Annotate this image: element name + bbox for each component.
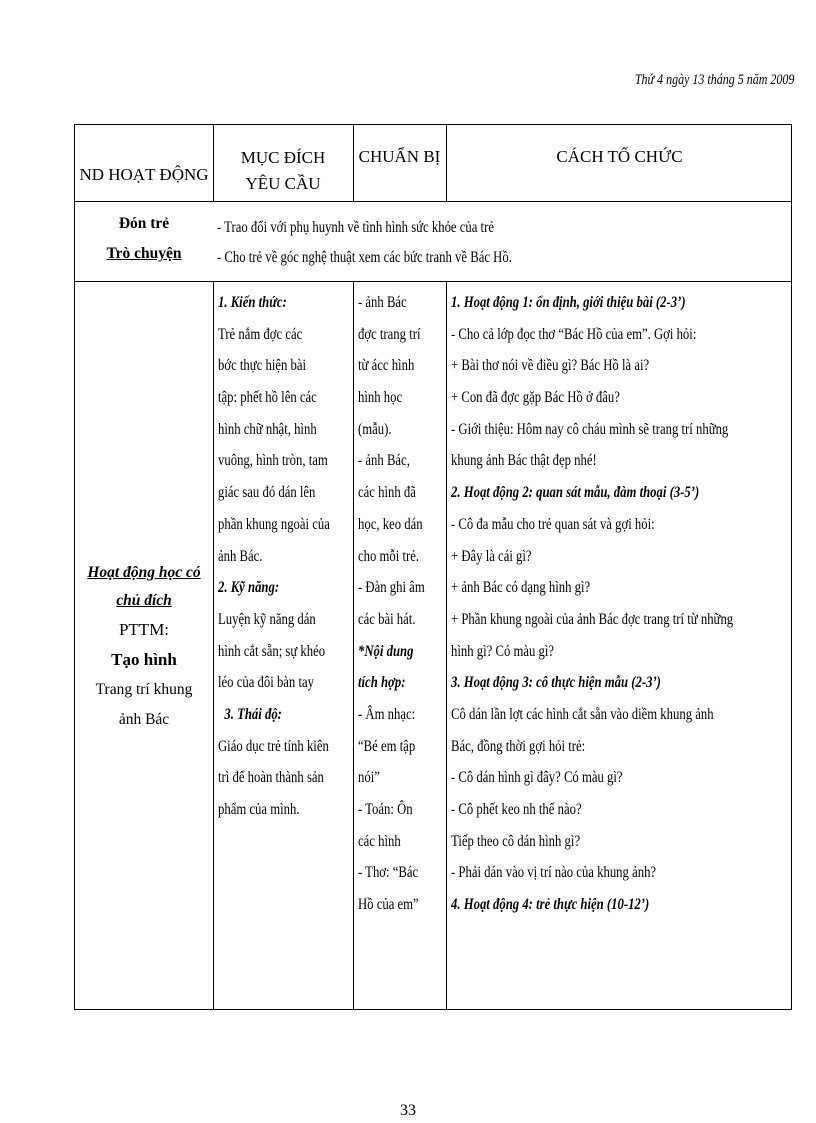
header-purpose (213, 145, 353, 201)
organization-line: + Đây là cái gì? (451, 547, 532, 565)
organization-line: + ảnh Bác có dạng hình gì? (451, 579, 591, 597)
preparation-line: các hình đã (358, 484, 416, 502)
header-organization-label: CÁCH TỔ CHỨC (556, 147, 683, 166)
header-preparation (353, 147, 446, 167)
preparation-line: - ảnh Bác, (358, 452, 410, 470)
preparation-line: - Thơ: “Bác (358, 864, 419, 882)
header-organization (446, 147, 793, 167)
preparation-line: *Nội dung (358, 642, 414, 660)
header-preparation-label: CHUẨN BỊ (358, 147, 441, 166)
purpose-line: léo của đôi bàn tay (218, 674, 315, 692)
activity-name-line1: Trang trí khung (95, 681, 193, 698)
organization-line: - Phải dán vào vị trí nào của khung ảnh? (451, 864, 657, 882)
purpose-line: Trẻ nắm đợc các (218, 325, 303, 343)
preparation-line: - Toán: Ôn (358, 801, 413, 818)
purpose-line: phẩm của mình. (218, 801, 300, 818)
purpose-line: hình cắt sẵn; sự khéo (218, 642, 326, 660)
col-divider-2-body (353, 281, 354, 1009)
header-purpose-line1: MỤC ĐÍCH (240, 148, 326, 167)
organization-line: + Phần khung ngoài của ảnh Bác đợc trang trí từ những (451, 610, 734, 628)
purpose-line: Luyện kỹ năng dán (218, 610, 316, 628)
purpose-line: 1. Kiến thức: (218, 294, 287, 311)
preparation-line: hình học (358, 389, 403, 407)
preparation-line: - Âm nhạc: (358, 705, 416, 723)
organization-line: Tiếp theo cô dán hình gì? (451, 832, 581, 850)
preparation-line: Hồ của em” (358, 896, 419, 914)
organization-column (451, 287, 794, 1011)
header-activity (75, 165, 213, 185)
welcome-title-line1: Đón trẻ (118, 215, 170, 232)
purpose-line: ảnh Bác. (218, 547, 263, 565)
preparation-line: - ảnh Bác (358, 294, 407, 311)
welcome-title (75, 209, 213, 269)
preparation-line: cho mỗi trẻ. (358, 547, 420, 565)
preparation-line: đợc trang trí (358, 325, 421, 343)
preparation-line: (mẫu). (358, 420, 392, 438)
organization-line: + Bài thơ nói về điều gì? Bác Hồ là ai? (451, 357, 650, 375)
purpose-line: phần khung ngoài của (218, 515, 330, 533)
header-divider (75, 201, 791, 202)
activity-title-line2: chủ đích (116, 592, 172, 609)
welcome-title-line2: Trò chuyện (106, 245, 182, 262)
header-activity-label: ND HOẠT ĐỘNG (79, 165, 209, 184)
welcome-line1: - Trao đổi với phụ huynh về tình hình sức khỏe của trẻ (217, 219, 494, 236)
organization-line: 2. Hoạt động 2: quan sát mẫu, đàm thoại (3-5’) (451, 484, 700, 502)
preparation-line: các hình (358, 832, 401, 850)
purpose-line: Giáo dục trẻ tính kiên (218, 737, 329, 755)
organization-line: - Cô đa mẫu cho trẻ quan sát và gợi hỏi: (451, 515, 655, 533)
purpose-column (218, 287, 349, 1011)
activity-name-line2: ảnh Bác (118, 711, 170, 728)
preparation-column (358, 287, 448, 1011)
col-divider-1-body (213, 281, 214, 1009)
purpose-line: hình chữ nhật, hình (218, 420, 317, 438)
organization-line: 4. Hoạt động 4: trẻ thực hiện (10-12’) (451, 896, 650, 914)
organization-line: + Con đã đợc gặp Bác Hồ ở đâu? (451, 389, 620, 407)
activity-title-line1: Hoạt động học có (87, 564, 201, 581)
preparation-line: “Bé em tập (358, 737, 416, 755)
preparation-line: học, keo dán (358, 515, 423, 533)
welcome-content (217, 213, 793, 273)
purpose-line: 2. Kỹ năng: (218, 579, 280, 597)
organization-line: - Cô dán hình gì đây? Có màu gì? (451, 769, 623, 787)
purpose-line: 3. Thái độ: (218, 705, 282, 723)
activity-subject: PTTM: (118, 620, 170, 639)
header-purpose-line2: YÊU CẦU (245, 174, 321, 193)
organization-line: Cô dán lần lợt các hình cắt sẵn vào diềm khung ảnh (451, 705, 714, 723)
organization-line: 3. Hoạt động 3: cô thực hiện mẫu (2-3’) (451, 674, 661, 692)
preparation-line: các bài hát. (358, 610, 416, 628)
welcome-line2: - Cho trẻ về góc nghệ thuật xem các bức tranh về Bác Hồ. (217, 249, 512, 266)
activity-topic: Tạo hình (111, 650, 177, 669)
organization-line: - Cho cả lớp đọc thơ “Bác Hồ của em”. Gợi hỏi: (451, 325, 697, 343)
organization-line: 1. Hoạt động 1: ổn định, giới thiệu bài (2-3’) (451, 294, 686, 311)
purpose-line: vuông, hình tròn, tam (218, 452, 328, 470)
page-number: 33 (400, 1102, 416, 1119)
preparation-line: từ ácc hình (358, 357, 415, 375)
purpose-line: trì để hoàn thành sản (218, 769, 324, 787)
preparation-line: tích hợp: (358, 674, 406, 692)
organization-line: Bác, đồng thời gợi hỏi trẻ: (451, 737, 586, 755)
organization-line: - Giới thiệu: Hôm nay cô cháu mình sẽ trang trí những (451, 420, 729, 438)
purpose-line: tập: phết hồ lên các (218, 389, 317, 407)
organization-line: - Cô phết keo nh thế nào? (451, 801, 582, 818)
lesson-plan-table (74, 124, 792, 1010)
purpose-line: giác sau đó dán lên (218, 484, 316, 502)
organization-line: hình gì? Có màu gì? (451, 642, 555, 660)
preparation-line: nói” (358, 769, 380, 787)
organization-line: khung ảnh Bác thật đẹp nhé! (451, 452, 597, 470)
preparation-line: - Đàn ghi âm (358, 579, 425, 597)
date-line: Thứ 4 ngày 13 tháng 5 năm 2009 (634, 72, 794, 88)
welcome-divider (75, 281, 791, 282)
purpose-line: bớc thực hiện bài (218, 357, 307, 375)
activity-title (75, 559, 213, 735)
